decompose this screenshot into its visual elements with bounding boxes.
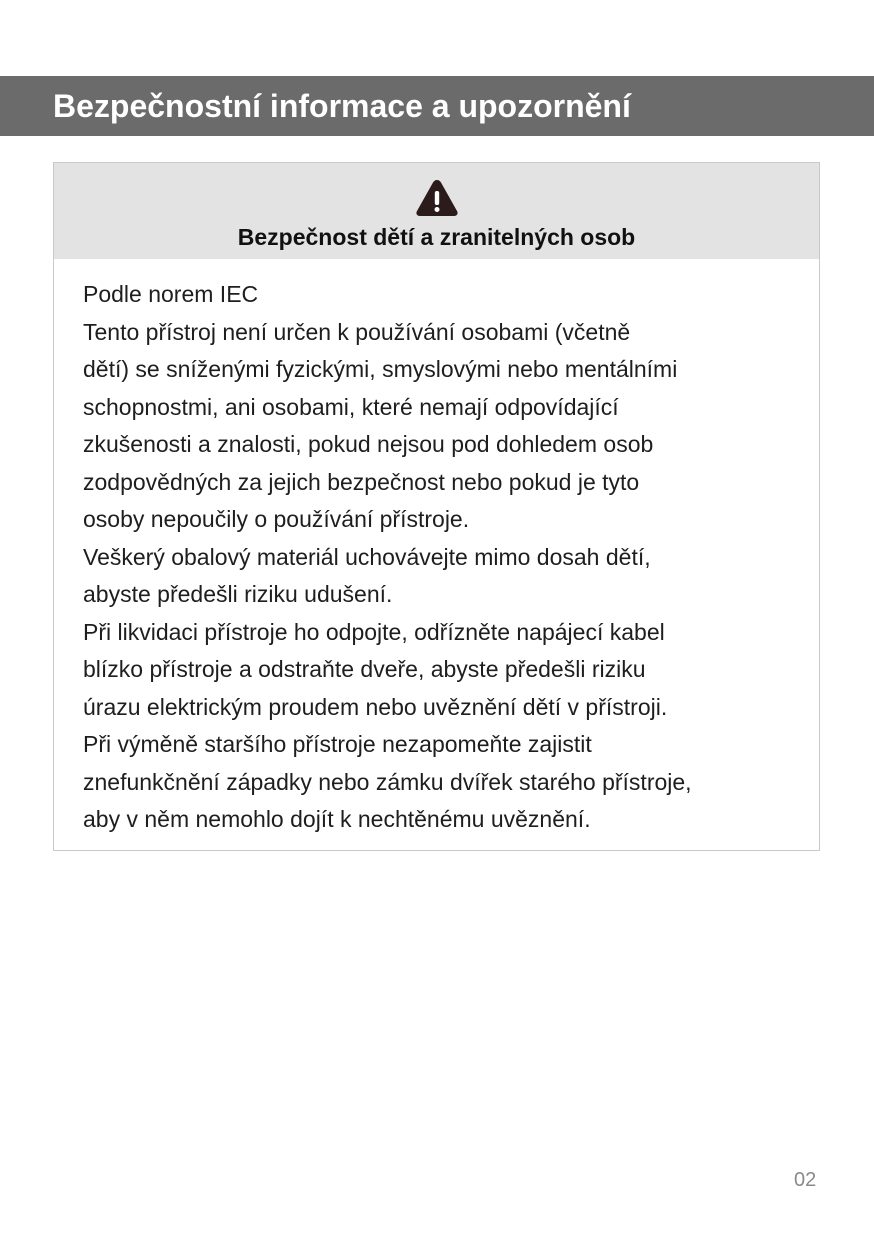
warning-text-line: blízko přístroje a odstraňte dveře, abyste předešli riziku (83, 656, 646, 682)
warning-text-line: znefunkčnění západky nebo zámku dvířek starého přístroje, (83, 768, 692, 795)
warning-text-line: zkušenosti a znalosti, pokud nejsou pod dohledem osob (83, 431, 654, 457)
section-title-bar (0, 76, 874, 136)
warning-text-line: zodpovědných za jejich bezpečnost nebo pokud je tyto (83, 468, 640, 495)
warning-text-line: úrazu elektrickým proudem nebo uvěznění dětí v přístroji. (83, 693, 668, 720)
warning-text-line: schopnostmi, ani osobami, které nemají odpovídající (83, 393, 619, 420)
page-number: 02 (794, 1169, 817, 1191)
warning-text-line: aby v něm nemohlo dojít k nechtěnému uvěznění. (83, 806, 591, 832)
warning-triangle-icon (415, 178, 459, 218)
warning-text-line: Při výměně staršího přístroje nezapomeňte zajistit (83, 731, 592, 757)
warning-text-line: Tento přístroj není určen k používání osobami (včetně (83, 318, 631, 345)
warning-header (54, 163, 819, 259)
warning-text-line: Při likvidaci přístroje ho odpojte, odřízněte napájecí kabel (83, 618, 665, 645)
warning-body (83, 276, 803, 839)
warning-box (53, 162, 820, 851)
page-title: Bezpečnostní informace a upozornění (53, 88, 631, 124)
warning-text-line: Veškerý obalový materiál uchovávejte mimo dosah dětí, (83, 543, 651, 570)
warning-text-line: osoby nepoučily o používání přístroje. (83, 506, 470, 532)
warning-text-line: Podle norem IEC (83, 281, 259, 307)
warning-text-line: abyste předešli riziku udušení. (83, 581, 393, 607)
warning-heading: Bezpečnost dětí a zranitelných osob (237, 224, 636, 250)
warning-text-line: dětí) se sníženými fyzickými, smyslovými nebo mentálními (83, 356, 678, 382)
